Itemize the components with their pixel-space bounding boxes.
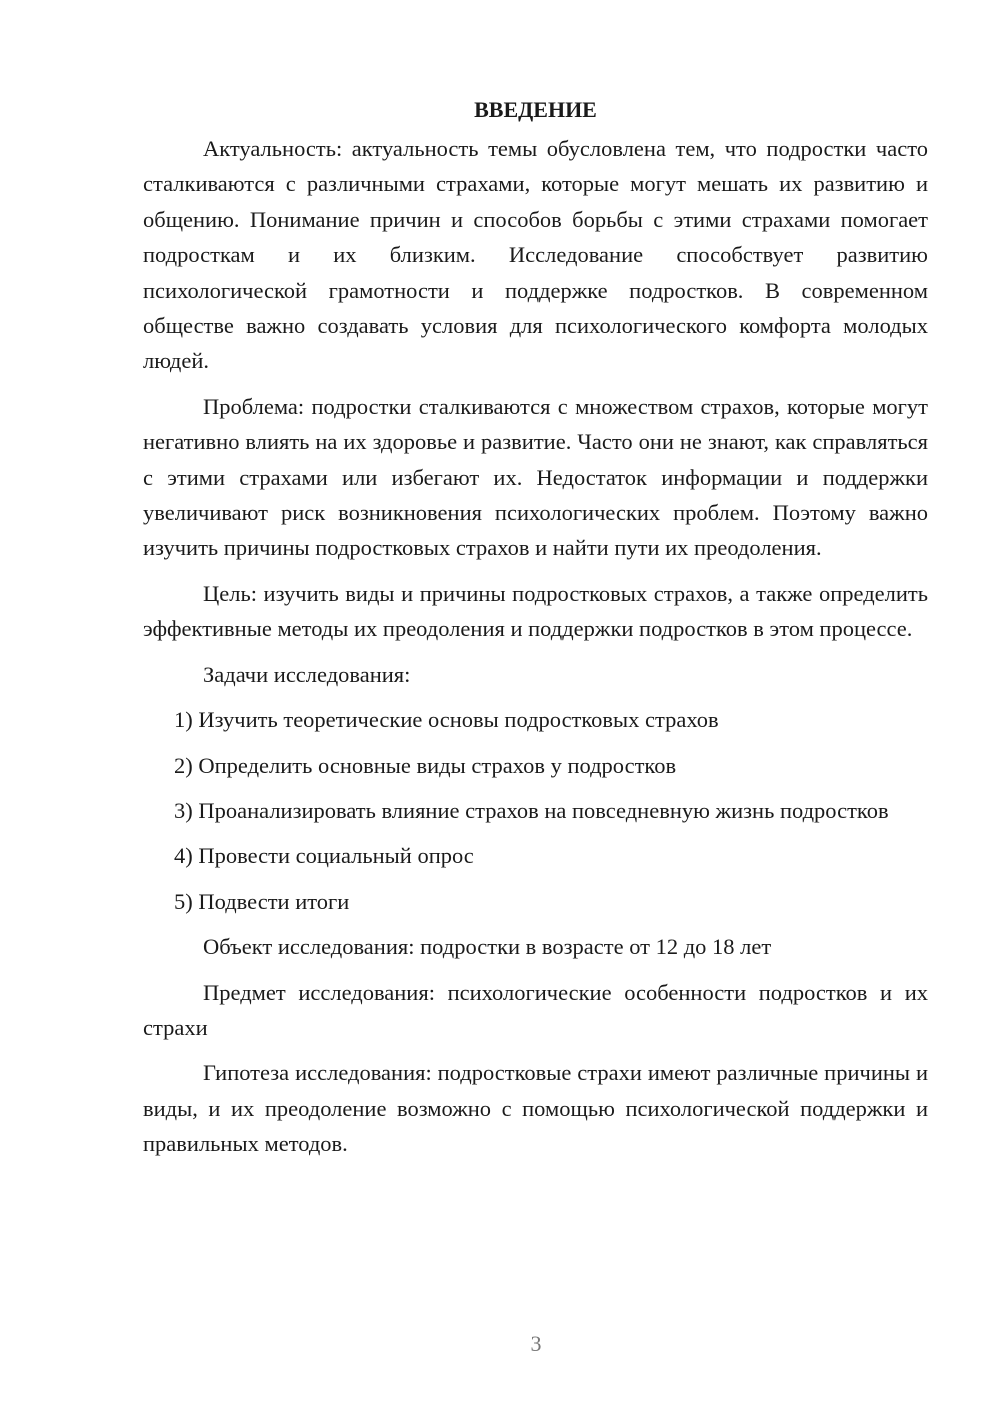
page-number: 3 xyxy=(530,1331,542,1356)
problem-paragraph: Проблема: подростки сталкиваются с множеством страхов, которые могут негативно влиять на их здоровье и развитие. Часто они не знают, как справляться с этими страхами или избегают их. Недостаток информации и поддержки увеличивают риск возникновения психологических проблем. Поэтому важно изучить причины подростковых страхов и найти пути их преодоления. xyxy=(143,393,928,561)
object-paragraph: Объект исследования: подростки в возрасте от 12 до 18 лет xyxy=(203,934,772,960)
relevance-paragraph: Актуальность: актуальность темы обусловлена тем, что подростки часто сталкиваются с различными страхами, которые могут мешать их развитию и общению. Понимание причин и способов борьбы с этими страхами помогает подросткам и их близким. Исследование способствует развитию психологической грамотности и поддержке подростков. В современном обществе важно создавать условия для психологического комфорта молодых людей. xyxy=(143,136,928,374)
hypothesis-paragraph: Гипотеза исследования: подростковые страхи имеют различные причины и виды, и их преодоление возможно с помощью психологической поддержки и правильных методов. xyxy=(143,1060,928,1157)
tasks-heading: Задачи исследования: xyxy=(203,661,411,687)
task-item-2: 2) Определить основные виды страхов у подростков xyxy=(174,752,677,778)
task-item-5: 5) Подвести итоги xyxy=(174,888,350,914)
section-title: ВВЕДЕНИЕ xyxy=(474,97,597,122)
task-item-1: 1) Изучить теоретические основы подростковых страхов xyxy=(174,707,719,733)
task-item-4: 4) Провести социальный опрос xyxy=(174,843,474,869)
subject-paragraph: Предмет исследования: психологические особенности подростков и их страхи xyxy=(143,979,928,1040)
document-page xyxy=(143,92,928,1172)
task-item-3: 3) Проанализировать влияние страхов на повседневную жизнь подростков xyxy=(174,797,889,823)
goal-paragraph: Цель: изучить виды и причины подростковых страхов, а также определить эффективные методы их преодоления и поддержки подростков в этом процессе. xyxy=(143,580,928,642)
